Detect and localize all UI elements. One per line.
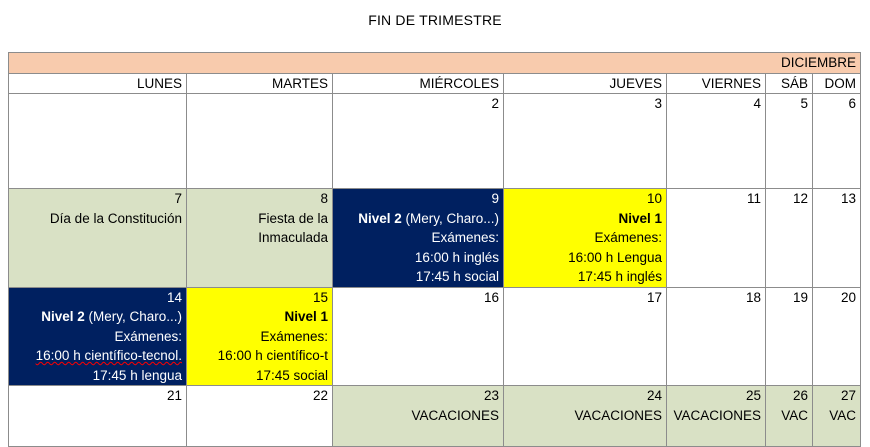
day-cell-nivel2-exam[interactable] — [333, 189, 504, 288]
event-heading — [337, 209, 499, 229]
day-number: 27 — [840, 388, 857, 403]
day-cell[interactable] — [813, 94, 861, 189]
event-text: Inmaculada — [258, 230, 328, 245]
day-cell[interactable] — [187, 386, 333, 447]
event-text: VACACIONES — [574, 407, 662, 423]
day-number: 4 — [753, 96, 761, 111]
day-number: 22 — [312, 388, 328, 403]
day-cell-nivel1-exam[interactable] — [187, 287, 333, 386]
day-number: 12 — [792, 191, 808, 206]
week-row — [9, 287, 861, 386]
event-text: VACACIONES — [673, 407, 761, 423]
event-text: Exámenes: — [594, 230, 662, 245]
day-number: 2 — [491, 96, 499, 111]
event-text: Día de la Constitución — [49, 210, 182, 226]
day-cell[interactable] — [333, 287, 504, 386]
weekday-header: JUEVES — [504, 73, 667, 94]
day-cell-holiday[interactable] — [9, 189, 187, 288]
weekday-header: LUNES — [9, 73, 187, 94]
day-cell[interactable] — [813, 189, 861, 288]
level-members: (Mery, Charo...) — [401, 210, 499, 226]
day-cell[interactable] — [9, 386, 187, 447]
event-text: 17:45 h inglés — [577, 269, 662, 284]
day-number: 6 — [848, 96, 857, 111]
weekday-header: MARTES — [187, 73, 333, 94]
day-cell[interactable] — [9, 94, 187, 189]
day-number: 15 — [312, 289, 328, 305]
page-title: FIN DE TRIMESTRE — [368, 12, 502, 28]
day-number: 13 — [840, 191, 857, 206]
day-number: 20 — [840, 289, 857, 305]
day-number: 3 — [654, 96, 662, 111]
day-number: 9 — [491, 191, 499, 206]
level-label: Nivel 2 — [358, 210, 402, 226]
weekday-header: DOM — [813, 73, 861, 94]
weekday-header: VIERNES — [667, 73, 766, 94]
day-cell[interactable] — [667, 94, 766, 189]
event-text: VAC — [781, 407, 808, 423]
day-number: 24 — [646, 388, 662, 403]
day-number: 14 — [166, 289, 182, 305]
week-row — [9, 94, 861, 189]
event-text: 17:45 social — [255, 367, 328, 383]
weekday-header: SÁB — [766, 73, 813, 94]
day-cell-vacation[interactable] — [504, 386, 667, 447]
day-cell-nivel2-exam[interactable] — [9, 287, 187, 386]
event-text: Fiesta de la — [258, 210, 328, 226]
weekday-header-row — [9, 73, 861, 94]
week-row — [9, 189, 861, 288]
day-cell-vacation[interactable] — [667, 386, 766, 447]
event-text: VAC — [829, 407, 857, 423]
day-number: 16 — [483, 289, 499, 305]
day-number: 10 — [646, 191, 662, 206]
week-row — [9, 386, 861, 447]
day-number: 23 — [483, 388, 499, 403]
weekday-header: MIÉRCOLES — [333, 73, 504, 94]
event-text: 16:00 h científico-tecnol. — [35, 348, 182, 363]
day-cell-vacation[interactable] — [333, 386, 504, 447]
day-cell[interactable] — [813, 287, 861, 386]
event-text: Exámenes: — [260, 328, 328, 344]
event-text: Exámenes: — [431, 230, 499, 245]
event-text: 17:45 h social — [415, 269, 499, 284]
event-text: 17:45 h lengua — [92, 367, 182, 383]
day-cell-vacation[interactable] — [813, 386, 861, 447]
month-header-row — [9, 53, 861, 74]
day-cell[interactable] — [766, 94, 813, 189]
event-heading — [13, 307, 182, 327]
day-number: 26 — [792, 388, 808, 403]
event-text: 16:00 h Lengua — [568, 249, 662, 265]
day-number: 8 — [320, 191, 328, 206]
event-text: VACACIONES — [411, 407, 499, 423]
day-number: 11 — [746, 191, 761, 206]
day-number: 25 — [745, 388, 761, 403]
level-members: (Mery, Charo...) — [84, 309, 182, 324]
day-number: 17 — [646, 289, 662, 305]
day-number: 21 — [166, 388, 182, 403]
day-cell[interactable] — [766, 189, 813, 288]
day-cell[interactable] — [504, 287, 667, 386]
day-cell-holiday[interactable] — [187, 189, 333, 288]
day-number: 7 — [174, 191, 182, 206]
calendar-table — [8, 52, 861, 447]
day-cell[interactable] — [333, 94, 504, 189]
level-label: Nivel 1 — [618, 210, 662, 226]
day-number: 19 — [792, 289, 808, 305]
day-cell[interactable] — [766, 287, 813, 386]
level-label: Nivel 2 — [41, 309, 85, 324]
day-cell-vacation[interactable] — [766, 386, 813, 447]
day-cell[interactable] — [187, 94, 333, 189]
day-cell[interactable] — [667, 287, 766, 386]
month-name: DICIEMBRE — [9, 53, 861, 74]
day-cell-nivel1-exam[interactable] — [504, 189, 667, 288]
day-cell[interactable] — [504, 94, 667, 189]
day-cell[interactable] — [667, 189, 766, 288]
event-text: 16:00 h inglés — [414, 249, 499, 265]
level-label: Nivel 1 — [284, 309, 328, 324]
day-number: 5 — [800, 96, 808, 111]
event-text: 16:00 h científico-t — [217, 348, 328, 363]
event-text: Exámenes: — [114, 328, 182, 344]
day-number: 18 — [745, 289, 761, 305]
